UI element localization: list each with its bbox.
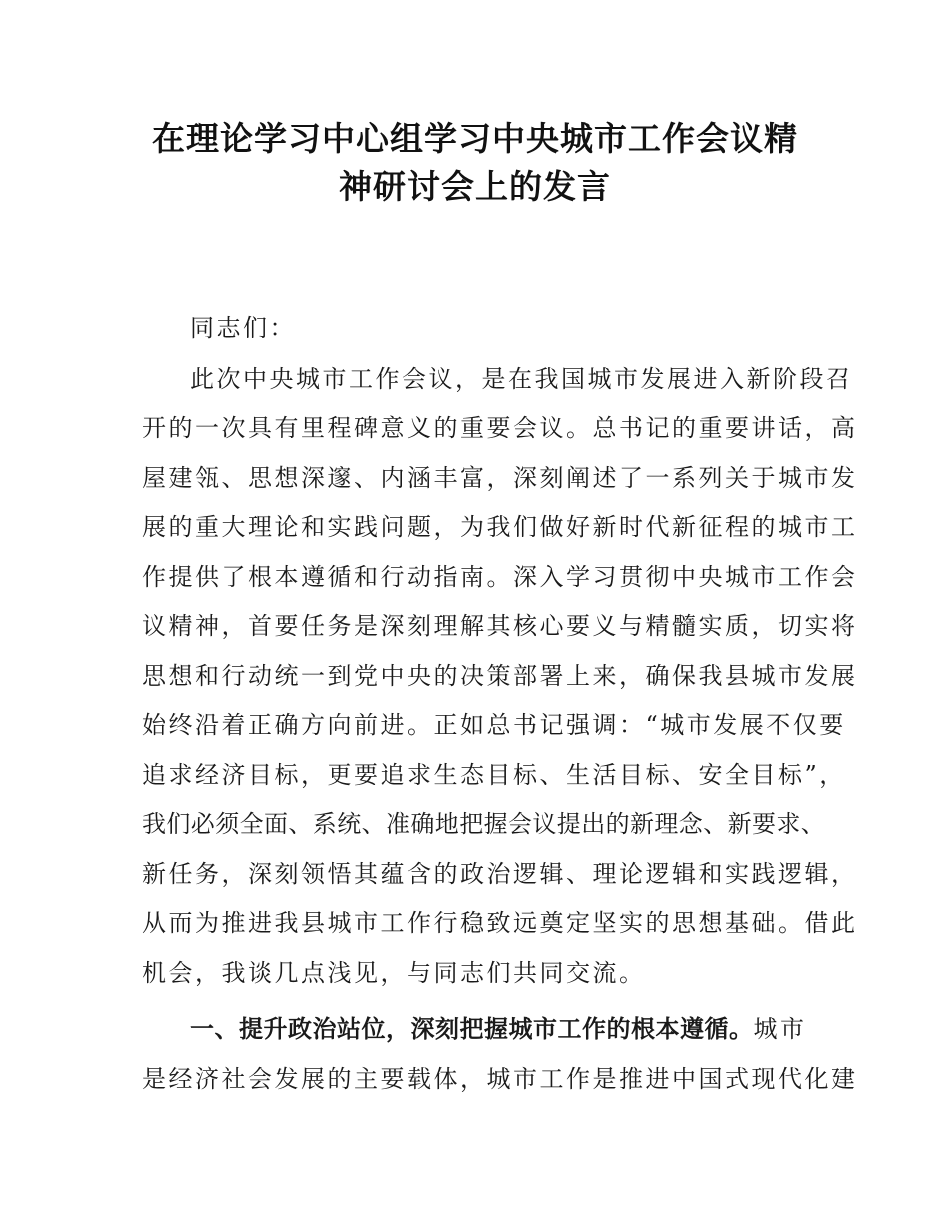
intro-line: 屋建瓴、思想深邃、内涵丰富，深刻阐述了一系列关于城市发 (142, 463, 858, 492)
intro-paragraph (142, 355, 858, 999)
title-line-1: 在理论学习中心组学习中央城市工作会议精 (152, 119, 798, 158)
intro-line: 作提供了根本遵循和行动指南。深入学习贯彻中央城市工作会 (142, 562, 858, 591)
intro-line: 追求经济目标，更要追求生态目标、生活目标、安全目标”， (142, 760, 846, 789)
intro-line: 我们必须全面、系统、准确地把握会议提出的新理念、新要求、 (142, 810, 826, 838)
intro-line: 展的重大理论和实践问题，为我们做好新时代新征程的城市工 (142, 513, 858, 541)
section-1-heading-tail: 城市 (753, 1015, 807, 1043)
section-1-first-line (142, 1005, 822, 1055)
intro-line: 此次中央城市工作会议，是在我国城市发展进入新阶段召 (190, 364, 853, 393)
intro-line: 开的一次具有里程碑意义的重要会议。总书记的重要讲话，高 (142, 414, 858, 442)
intro-line: 议精神，首要任务是深刻理解其核心要义与精髓实质，切实将 (142, 612, 858, 640)
intro-line: 机会，我谈几点浅见，与同志们共同交流。 (142, 958, 646, 987)
document-body (142, 304, 858, 1104)
intro-line: 思想和行动统一到党中央的决策部署上来，确保我县城市发展 (142, 661, 858, 690)
intro-line: 新任务，深刻领悟其蕴含的政治逻辑、理论逻辑和实践逻辑， (142, 859, 858, 888)
document-title (100, 115, 850, 211)
title-line-2: 神研讨会上的发言 (339, 167, 611, 206)
section-1-line: 是经济社会发展的主要载体，城市工作是推进中国式现代化建 (142, 1064, 858, 1093)
salutation: 同志们： (190, 314, 296, 342)
section-1-heading: 一、提升政治站位，深刻把握城市工作的根本遵循。 (190, 1015, 754, 1043)
section-1-paragraph (142, 1005, 858, 1104)
intro-line: 从而为推进我县城市工作行稳致远奠定坚实的思想基础。借此 (142, 909, 858, 937)
intro-line: 始终沿着正确方向前进。正如总书记强调：“城市发展不仅要 (142, 711, 846, 739)
